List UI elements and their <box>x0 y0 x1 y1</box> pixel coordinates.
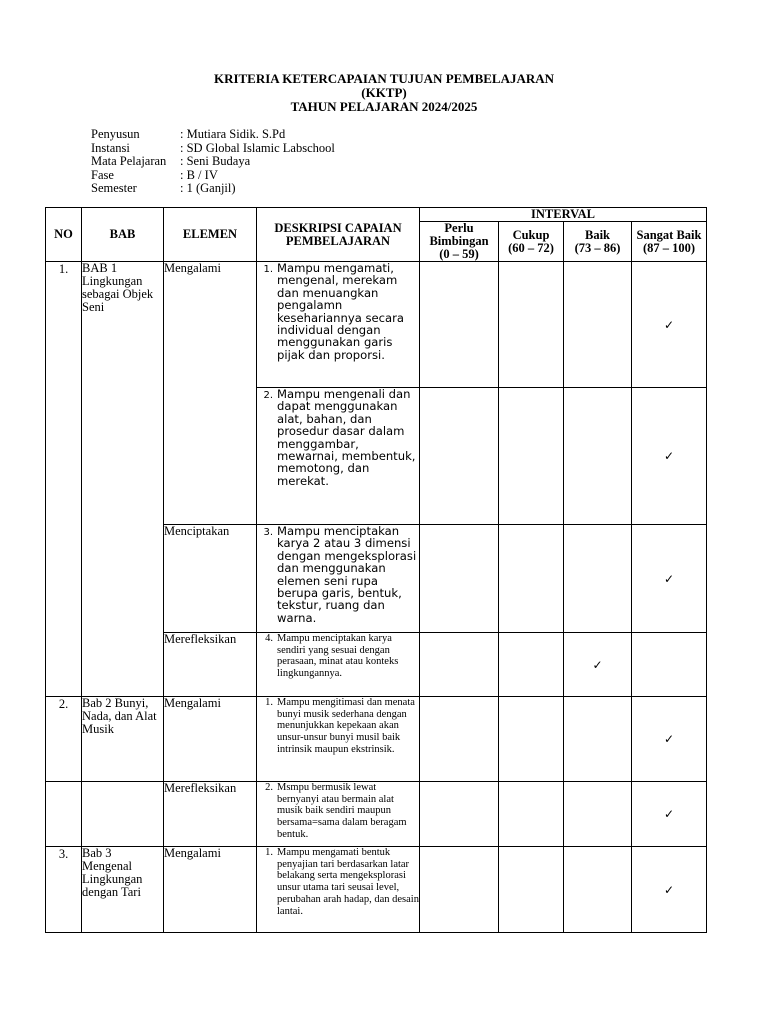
info-value: : SD Global Islamic Labschool <box>180 140 335 155</box>
row-elemen: Menciptakan <box>164 525 257 633</box>
mark-baik <box>564 525 632 633</box>
mark-perlu-bimbingan <box>420 782 499 847</box>
header-no: NO <box>46 208 82 262</box>
mark-sangat-baik: ✓ <box>632 847 707 933</box>
mark-sangat-baik: ✓ <box>632 388 707 525</box>
desc-number: 2. <box>265 782 273 793</box>
mark-sangat-baik: ✓ <box>632 525 707 633</box>
info-label: Fase <box>91 167 114 182</box>
mark-baik <box>564 388 632 525</box>
mark-cukup <box>499 697 564 782</box>
desc-text: Msmpu bermusik lewat bernyanyi atau bermain alat musik baik sendiri maupun bersama=sama dalam beragam bentuk. <box>277 782 407 840</box>
mark-perlu-bimbingan <box>420 262 499 388</box>
title-line-3: TAHUN PELAJARAN 2024/2025 <box>290 99 478 114</box>
desc-text: Mampu menciptakan karya sendiri yang sesuai dengan perasaan, minat atau konteks lingkungannya. <box>277 633 399 680</box>
kktp-table <box>45 207 707 933</box>
mark-baik: ✓ <box>564 633 632 697</box>
info-value: : B / IV <box>180 167 218 182</box>
row-deskripsi <box>257 633 420 697</box>
row-no: 3. <box>46 847 82 933</box>
header-sangat-range: (87 – 100) <box>642 240 696 255</box>
header-baik-range: (73 – 86) <box>574 240 621 255</box>
header-bab: BAB <box>82 208 164 262</box>
row-deskripsi <box>257 525 420 633</box>
header-deskripsi: DESKRIPSI CAPAIAN PEMBELAJARAN <box>257 208 420 262</box>
mark-baik <box>564 697 632 782</box>
header-cukup-label: Cukup <box>512 227 550 242</box>
info-label: Penyusun <box>91 127 140 141</box>
info-row-penyusun <box>91 128 335 142</box>
header-perlu-range: (0 – 59) <box>439 247 479 261</box>
mark-cukup <box>499 782 564 847</box>
mark-baik <box>564 847 632 933</box>
desc-text: Mampu mengamati bentuk penyajian tari berdasarkan latar belakang serta mengeksplorasi unsur utama tari seusai level, perubahan arah hadap, dan desain lantai. <box>277 847 419 917</box>
header-cukup-range: (60 – 72) <box>508 240 554 255</box>
mark-sangat-baik <box>632 633 707 697</box>
mark-perlu-bimbingan <box>420 525 499 633</box>
mark-cukup <box>499 525 564 633</box>
title-line-2: (KKTP) <box>361 85 407 100</box>
table-row <box>46 262 707 388</box>
row-elemen: Merefleksikan <box>164 633 257 697</box>
table-row <box>46 847 707 933</box>
row-deskripsi <box>257 847 420 933</box>
mark-sangat-baik: ✓ <box>632 782 707 847</box>
desc-text: Mampu mengitimasi dan menata bunyi musik sederhana dengan menunjukkan kepekaan akan unsur-unsur bunyi musil baik intrinsik maupun ekstrinsik. <box>277 697 415 755</box>
info-value: : Mutiara Sidik. S.Pd <box>180 127 286 141</box>
mark-perlu-bimbingan <box>420 388 499 525</box>
row-no: 2. <box>46 697 82 782</box>
row-deskripsi <box>257 388 420 525</box>
row-bab: BAB 1 Lingkungan sebagai Objek Seni <box>82 262 164 697</box>
table-row <box>46 782 707 847</box>
header-baik-label: Baik <box>584 227 610 242</box>
info-row-fase <box>91 169 335 183</box>
desc-text: Mampu mengamati, mengenal, merekam dan menuangkan pengalamn kesehariannya secara individual dengan menggunakan garis pijak dan proporsi. <box>277 261 405 362</box>
info-label: Instansi <box>91 140 130 155</box>
info-row-semester <box>91 182 335 196</box>
mark-baik <box>564 262 632 388</box>
mark-baik <box>564 782 632 847</box>
header-interval: INTERVAL <box>420 208 707 222</box>
mark-perlu-bimbingan <box>420 697 499 782</box>
header-perlu-label: Perlu Bimbingan <box>429 221 489 248</box>
row-no: 1. <box>46 262 82 697</box>
row-elemen: Merefleksikan <box>164 782 257 847</box>
row-elemen: Mengalami <box>164 847 257 933</box>
header-perlu-bimbingan <box>420 222 499 262</box>
desc-text: Mampu mengenali dan dapat menggunakan alat, bahan, dan prosedur dasar dalam menggambar, mewarnai, membentuk, memotong, dan merekat. <box>277 387 416 488</box>
document-title <box>0 72 768 114</box>
row-deskripsi <box>257 262 420 388</box>
header-sangat-label: Sangat Baik <box>636 227 702 242</box>
row-bab: Bab 3 Mengenal Lingkungan dengan Tari <box>82 847 164 933</box>
mark-cukup <box>499 633 564 697</box>
mark-perlu-bimbingan <box>420 847 499 933</box>
desc-number: 1. <box>263 264 273 275</box>
info-row-mata-pelajaran <box>91 155 335 169</box>
row-deskripsi <box>257 697 420 782</box>
row-elemen: Mengalami <box>164 697 257 782</box>
mark-cukup <box>499 388 564 525</box>
desc-number: 2. <box>263 390 273 401</box>
mark-perlu-bimbingan <box>420 633 499 697</box>
title-line-1: KRITERIA KETERCAPAIAN TUJUAN PEMBELAJARAN <box>213 71 555 86</box>
row-bab: Bab 2 Bunyi, Nada, dan Alat Musik <box>82 697 164 782</box>
header-sangat-baik <box>632 222 707 262</box>
info-block <box>91 128 335 196</box>
header-elemen: ELEMEN <box>164 208 257 262</box>
header-cukup <box>499 222 564 262</box>
mark-cukup <box>499 847 564 933</box>
info-value: : Seni Budaya <box>180 154 251 168</box>
info-label: Mata Pelajaran <box>91 154 167 168</box>
info-label: Semester <box>91 181 137 195</box>
desc-number: 3. <box>263 527 273 538</box>
row-elemen: Mengalami <box>164 262 257 525</box>
mark-sangat-baik: ✓ <box>632 262 707 388</box>
desc-number: 1. <box>265 847 273 858</box>
info-row-instansi <box>91 142 335 156</box>
mark-sangat-baik: ✓ <box>632 697 707 782</box>
row-no <box>46 782 82 847</box>
desc-text: Mampu menciptakan karya 2 atau 3 dimensi dengan mengeksplorasi dan menggunakan elemen seni rupa berupa garis, bentuk, tekstur, ruang dan warna. <box>277 524 417 625</box>
info-value: : 1 (Ganjil) <box>180 181 236 195</box>
row-bab <box>82 782 164 847</box>
table-row <box>46 697 707 782</box>
desc-number: 4. <box>265 633 273 644</box>
header-baik <box>564 222 632 262</box>
mark-cukup <box>499 262 564 388</box>
desc-number: 1. <box>265 697 273 708</box>
row-deskripsi <box>257 782 420 847</box>
